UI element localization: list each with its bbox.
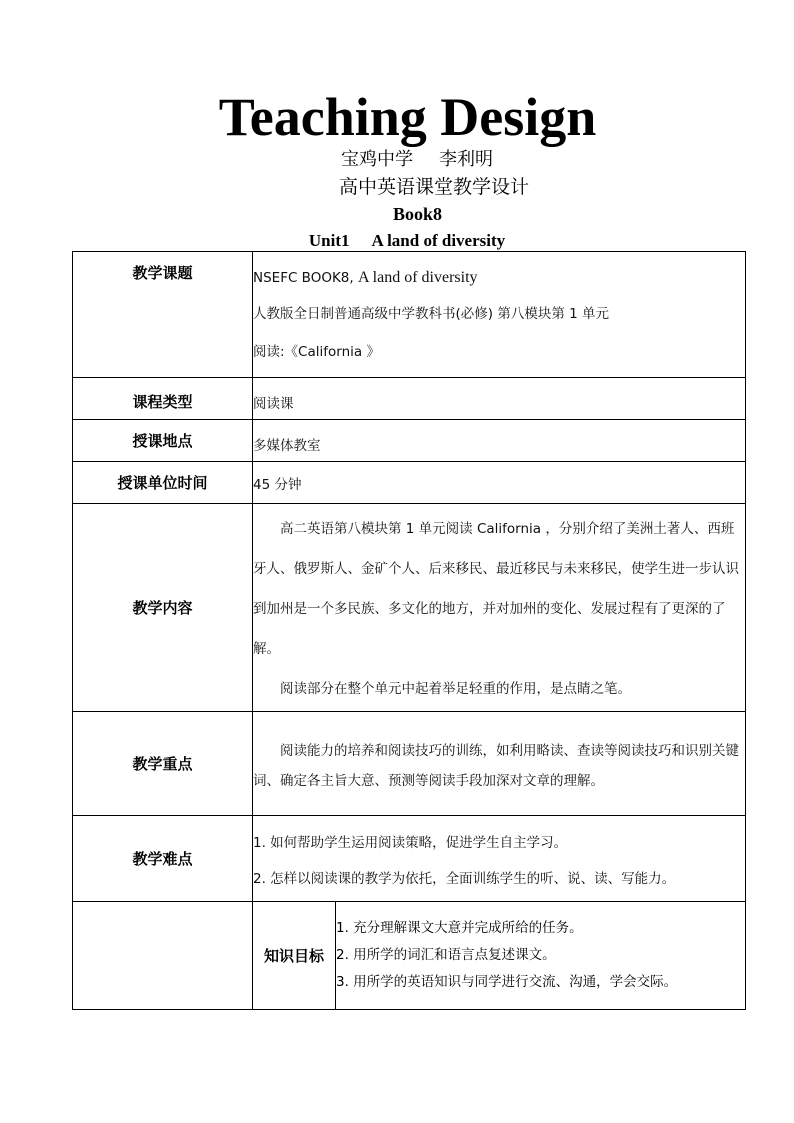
knowledge-goals-content: [336, 902, 746, 1010]
difficulties-content: [253, 816, 746, 902]
knowledge-goal-item: 2. 用所学的词汇和语言点复述课文。: [336, 947, 556, 963]
objectives-label-cell: [73, 902, 253, 1010]
topic-title: A land of diversity: [358, 268, 478, 286]
difficulty-item-1: 1. 如何帮助学生运用阅读策略，促进学生自主学习。: [253, 834, 568, 851]
document-title: Teaching Design: [218, 87, 597, 147]
table-row-difficulties: [73, 816, 746, 902]
unit-code: Unit1: [308, 231, 350, 250]
topic-label: 教学课题: [73, 252, 253, 378]
key-points-label: 教学重点: [73, 712, 253, 816]
content-text: [253, 504, 746, 712]
unit-title: A land of diversity: [371, 231, 506, 250]
topic-book-code: NSEFC BOOK8,: [253, 269, 354, 286]
document-subtitle: 高中英语课堂教学设计: [338, 176, 529, 198]
knowledge-goal-item: 1. 充分理解课文大意并完成所给的任务。: [336, 920, 583, 936]
table-row-location: [73, 420, 746, 462]
content-label: 教学内容: [73, 504, 253, 712]
content-paragraph-2: 阅读部分在整个单元中起着举足轻重的作用，是点睛之笔。: [280, 680, 631, 697]
topic-line-1: [253, 267, 745, 289]
book-label: Book8: [392, 204, 443, 224]
course-type-label: 课程类型: [73, 378, 253, 420]
table-row-course-type: [73, 378, 746, 420]
teaching-design-table: [72, 251, 746, 1010]
author-line: [0, 149, 794, 171]
location-value: 多媒体教室: [253, 420, 746, 462]
key-points-text: 阅读能力的培养和阅读技巧的训练，如利用略读、查读等阅读技巧和识别关键词、确定各主旨大意、预测等阅读手段加深对文章的理解。: [253, 742, 739, 789]
difficulty-item-2: 2. 怎样以阅读课的教学为依托，全面训练学生的听、说、读、写能力。: [253, 870, 676, 887]
course-type-value: 阅读课: [253, 378, 746, 420]
duration-label: 授课单位时间: [73, 462, 253, 504]
location-label: 授课地点: [73, 420, 253, 462]
duration-value: 45 分钟: [253, 462, 746, 504]
content-paragraph-1: 高二英语第八模块第 1 单元阅读 California ，分别介绍了美洲土著人、西班牙人、俄罗斯人、金矿个人、后来移民、最近移民与未来移民，使学生进一步认识到加州是一个多民族、多文化的地方，并对加州的变化、发展过程有了更深的了解。: [253, 520, 739, 657]
table-row-duration: [73, 462, 746, 504]
topic-content: [253, 252, 746, 378]
table-row-topic: [73, 252, 746, 378]
teacher-name: 李利明: [439, 149, 493, 170]
key-points-content: [253, 712, 746, 816]
school-name: 宝鸡中学: [341, 149, 413, 170]
knowledge-goal-item: 3. 用所学的英语知识与同学进行交流、沟通，学会交际。: [336, 974, 678, 990]
topic-line-3: 阅读:《California 》: [253, 343, 380, 360]
unit-heading: [0, 231, 794, 251]
knowledge-goals-label: 知识目标: [253, 902, 336, 1010]
table-row-objectives: [73, 902, 746, 1010]
table-row-content: [73, 504, 746, 712]
topic-line-2: 人教版全日制普通高级中学教科书(必修) 第八模块第 1 单元: [253, 305, 609, 322]
difficulties-label: 教学难点: [73, 816, 253, 902]
table-row-key-points: [73, 712, 746, 816]
